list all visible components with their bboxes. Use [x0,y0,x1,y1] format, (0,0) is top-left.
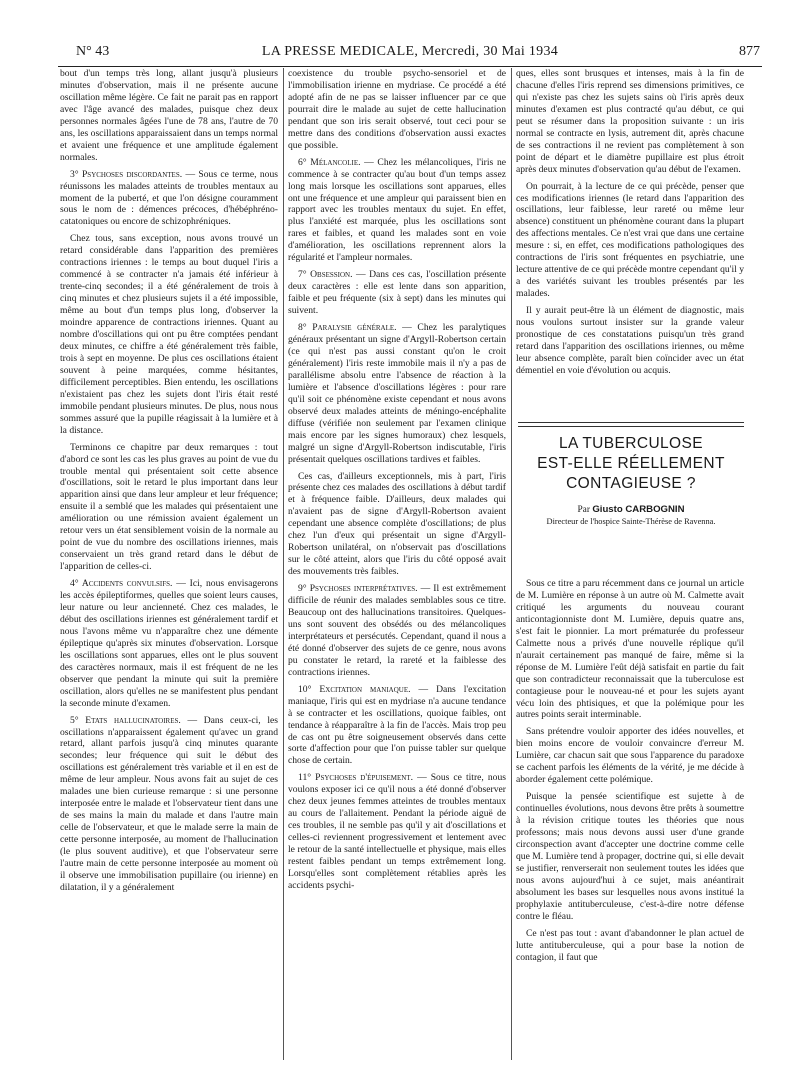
paragraph-text: — Il est extrêmement difficile de réunir des malades semblables sous ce titre. Beaucoup ont des hallucinations transitoires. Quelques-uns sont souvent des obsédés ou des mélancoliques interprétateurs et persécutés. Cependant, quand il nous a été donné d'observer des sujets de ce genre, nous avons pu constater le retard, la rareté et la faiblesse des contractions iriennes. [288,583,506,678]
section-heading: 11° Psychoses d'épuisement. [298,772,414,784]
article-byline [518,504,744,516]
paragraph [516,68,744,176]
paragraph-text: bout d'un temps très long, allant jusqu'à plusieurs minutes d'observation, mais il ne présente aucune oscillation même légère. Ce fait ne parait pas en rapport avec l'âge avancé des malades, puisque chez deux personnes normales âgées l'une de 78 ans, l'autre de 70 ans, les oscillations apparaissaient dans un temps normal et avaient une fréquence et une amplitude également normales. [60,68,278,163]
section-heading: 4° Accidents convulsifs. [70,578,173,590]
section-heading: 3° Psychoses discordantes. [70,168,183,180]
paragraph-text: Terminons ce chapitre par deux remarques : tout d'abord ce sont les cas les plus graves au point de vue du trouble mental qui présentaient soit cette absence d'oscillations, soit le retard le plus important dans leur apparition ainsi que dans leur ampleur et leur fréquence; ensuite il a semblé que les malades qui présentaient une amélioration ou une rémission avaient également un retour vers un état sensiblement voisin de la normale au point de vue du nombre des oscillations iriennes, mais conservaient un très grand retard dans le début de l'apparition de celles-ci. [60,441,278,573]
section-heading: 9° Psychoses interprétatives. [298,583,418,595]
article-paragraph: Sans prétendre vouloir apporter des idées nouvelles, et bien moins encore de vouloir convaincre d'erreur M. Lumière, car chacun sait que sous l'apparence du paradoxe se cachent parfois les éléments de la vérité, je me décide à aborder également cette polémique. [516,726,744,786]
paragraph [60,715,278,894]
column-divider [283,68,284,1060]
issue-number: N° 43 [76,44,110,59]
article-body [516,578,744,969]
paragraph-text: Il y aurait peut-être là un élément de diagnostic, mais nous voulons surtout insister sur la grande valeur pronostique de ces constatations puisqu'un très grand retard dans l'apparition des oscillations iriennes, ou même leur absence complète, paraît bien coïncider avec un état démentiel en voie d'évolution ou acquis. [516,305,744,376]
running-header [60,44,760,64]
column-1 [60,68,278,899]
article-paragraph: Sous ce titre a paru récemment dans ce journal un article de M. Lumière en réponse à un autre où M. Calmette avait critiqué les arguments du nouveau courant anticontagionniste dont M. Lumière, depuis quatre ans, s'est fait le pionnier. La mort prématurée du professeur Calmette nous a privés d'une nouvelle réplique qu'il n'aurait certainement pas manqué de faire, même si la réponse de M. Lumière l'eût déjà satisfait en partie du fait que son contradicteur reconnaissait que la tuberculose est contagieuse pour le nouveau-né et pour les sujets ayant vécu loin des phtisiques, et que la polémique pour les autres points serait interminable. [516,578,744,721]
paragraph [60,442,278,573]
paragraph [516,181,744,301]
article-paragraph: Ce n'est pas tout : avant d'abandonner le plan actuel de lutte antituberculeuse, qui a pour base la notion de contagion, il faut que [516,927,744,963]
paragraph-text: — Dans ceux-ci, les oscillations n'apparaissent également qu'avec un grand retard, allant parfois jusqu'à cinq minutes quarante secondes; leur fréquence qui suit le début des oscillations est généralement très variable et il en est de même de leur ampleur. Nous avons fait au sujet de ces malades une bien curieuse remarque : si une personne interposée entre le malade et l'observateur tient dans une de ses mains la main du malade et dans l'autre main celle de l'observateur, et que le malade serre la main de cette personne interposée, au moment de l'hallucination (le plus souvent auditive), et que l'observateur serre l'autre main de cette personne interposée au moment où il observe une immobilisation pupillaire (ou irienne) en dilatation, il y a généralement [60,714,278,893]
paragraph-text: — Ici, nous envisagerons les accès épileptiformes, quelles que soient leurs causes, leur nature ou leur ancienneté. Chez ces malades, le début des oscillations iriennes est généralement tardif et nous l'avons même vu n'apparaître chez une démente épileptique qu'après six minutes d'observation. Lorsque les oscillations sont apparues, elles ont le plus souvent des caractères normaux, mais il est fréquent de ne les observer que pendant la minute qui suit la première oscillation, alors qu'elles ne se manifestent plus pendant la seconde minute d'examen. [60,578,278,709]
article-title [518,434,744,494]
section-heading: 10° Excitation maniaque. [298,683,411,695]
paragraph [60,233,278,436]
paragraph-text: coexistence du trouble psycho-sensoriel et de l'immobilisation irienne en mydriase. Ce procédé a été adopté afin de ne pas se laisser influencer par ce que pourrait dire le malade au sujet de cette hallucination pendant que son iris serait observé, tout ceci pour se mettre dans des conditions d'observation aussi exactes que possible. [288,68,506,151]
paragraph [288,269,506,317]
paragraph [288,471,506,579]
paragraph-text: — Dans ces cas, l'oscillation présente deux caractères : elle est lente dans son apparition, faible et peu fréquente (six à sept) dans les minutes qui suivent. [288,269,506,317]
section-heading: 8° Paralysie générale. [298,322,397,334]
paragraph-text: ques, elles sont brusques et intenses, mais à la fin de chacune d'elles l'iris reprend ses dimensions primitives, ce qui n'existe pas chez les sujets sains où l'iris après deux minutes d'examen est plus contracté qu'au début, ce qui peut se résumer dans la proposition suivante : un iris normal se contracte en lysis, autrement dit, après chacune de ses contractions il ne revient pas complètement à son point de départ et le diamètre pupillaire est plus étroit après deux minutes d'observation qu'au début de l'examen. [516,68,744,175]
paragraph-text: — Sous ce terme, nous réunissons les malades atteints de troubles mentaux au moment de la puberté, et que l'on désigne couramment sous le nom de : démences précoces, d'hébéphréno-catatoniques ou encore de schizophréniques. [60,168,278,228]
journal-title: LA PRESSE MEDICALE, Mercredi, 30 Mai 1934 [261,44,559,59]
paragraph [288,68,506,152]
paragraph-text: — Dans l'excitation maniaque, l'iris qui est en mydriase n'a aucune tendance à se contracter et les oscillations, quoique faibles, ont tendance à réapparaître à la fin de l'accès. Mais trop peu de cas ont pu être soigneusement observés dans cette sorte d'affection pour que l'on puisse tabler sur quelque chose de certain. [288,683,506,767]
paragraph-text: On pourrait, à la lecture de ce qui précède, penser que ces modifications iriennes (le retard dans l'apparition des oscillations, leur faiblesse, leur rareté ou même leur absence) constituent un phénomène courant dans la plupart des affections mentales. Ce n'est vrai que dans une certaine mesure : si, en effet, ces modifications pathologiques des contractions de l'iris sont fréquentes en psychiatrie, une lecture attentive de ce qui précède montre cependant qu'il y a des variétés suivant les troubles présentés par les malades. [516,180,744,300]
paragraph [60,578,278,709]
title-line: CONTAGIEUSE ? [566,475,696,492]
section-heading: 7° Obsession. [298,269,353,281]
paragraph [288,772,506,892]
article-author: Giusto CARBOGNIN [592,504,685,515]
article-paragraph: Puisque la pensée scientifique est sujette à de continuelles évolutions, nous devons être prêts à soumettre à la révision critique toutes les théories que nous professons; mais nous devons aussi user d'une grande circonspection avant d'accepter une doctrine comme celle que M. Lumière tend à propager, doctrine qui, si elle devait se justifier, renverserait non seulement toutes les idées que nous avons aujourd'hui à ce sujet, mais anéantirait absolument les bases sur lesquelles nous avons institué la prophylaxie antituberculeuse, c'est-à-dire notre défense contre le fléau. [516,791,744,922]
section-heading: 5° Etats hallucinatoires. [70,714,181,726]
paragraph-text: Chez tous, sans exception, nous avons trouvé un retard considérable dans l'apparition des premières contractions iriennes : le temps au bout duquel l'iris a commencé à se contracter n'a jamais été inférieur à trente-cinq secondes; il a été généralement de trois à cinq minutes et chez plusieurs sujets il a été impossible, même au bout d'un temps plus long, d'observer la moindre apparence de contractions iriennes. Quant au nombre d'oscillations qui ont pu être comptées pendant deux minutes, ce chiffre a été généralement très faible, trois à sept en moyenne. De plus ces oscillations étaient souvent à peine marquées, comme hésitantes, difficilement perceptibles. Bien entendu, les oscillations n'existaient pas chez les sujets dont l'iris était resté immobile pendant plusieurs minutes. De plus, nous nous sommes assuré que la pupille réagissait à la lumière et à la distance. [60,233,278,436]
column-3 [516,68,744,382]
article-separator [518,422,744,427]
column-divider [511,68,512,1060]
paragraph [60,169,278,229]
header-rule [58,66,762,67]
page-number: 877 [739,44,760,59]
author-affiliation: Directeur de l'hospice Sainte-Thérèse de Ravenna. [546,517,716,526]
paragraph [288,583,506,679]
title-line: EST-ELLE RÉELLEMENT [537,455,725,472]
paragraph [516,305,744,377]
title-line: LA TUBERCULOSE [558,435,703,452]
paragraph [288,157,506,265]
paragraph [288,322,506,465]
paragraph-text: — Chez les mélancoliques, l'iris ne commence à se contracter qu'au bout d'un temps assez long mais lorsque les oscillations sont apparues, elles ont une fréquence et une ampleur qui paraissent bien en rapport avec les troubles mentaux du sujet. En effet, plus l'anxiété est marquée, plus les oscillations sont rares et faibles, et quand les malades sont en voie d'amélioration, les oscillations reprennent alors la régularité et l'ampleur normales. [288,156,506,264]
paragraph-text: Ces cas, d'ailleurs exceptionnels, mis à part, l'iris présente chez ces malades des oscillations à début tardif et à fréquence faible. D'ailleurs, deux malades qui n'avaient pas de signe d'Argyll-Robertson avaient cependant une absence complète d'oscillations; de plus chez l'un d'eux qui présentait un signe d'Argyll-Robertson unilatéral, on n'observait pas d'oscillations sur le côté atteint, alors que l'iris du côté opposé avait des mouvements très faibles. [288,470,506,578]
paragraph [60,68,278,164]
paragraph [288,684,506,768]
column-2 [288,68,506,897]
paragraph-text: — Chez les paralytiques généraux présentant un signe d'Argyll-Robertson certain (ce qui n'est pas aussi constant qu'on le croit généralement) l'iris reste immobile mais il n'y a pas de parallélisme absolu entre l'absence de réaction à la lumière et l'absence d'oscillations légères : pour rare qu'il soit ce phénomène existe cependant et nous avons observé deux malades atteints de méningo-encéphalite diffuse (vérifiée non seulement par l'examen clinique mais encore par les signes humoraux) chez lesquels, malgré un signe d'Argyll-Robertson indiscutable, l'iris présentait quelques oscillations tardives et faibles. [288,322,506,465]
paragraph-text: — Sous ce titre, nous voulons exposer ici ce qu'il nous a été donné d'observer chez deux jeunes femmes atteintes de troubles mentaux au cours de l'allaitement. Pendant la période aiguë de ces troubles, il ne semble pas qu'il y ait d'oscillations et celles-ci reviennent progressivement et lentement avec le retour de la santé intellectuelle et physique, mais elles restent faibles pendant un temps extrêmement long. Lorsqu'elles sont complètement rétablies après les accidents psychi- [288,772,506,891]
section-heading: 6° Mélancolie. [298,156,361,168]
byline-prefix: Par [577,505,590,515]
